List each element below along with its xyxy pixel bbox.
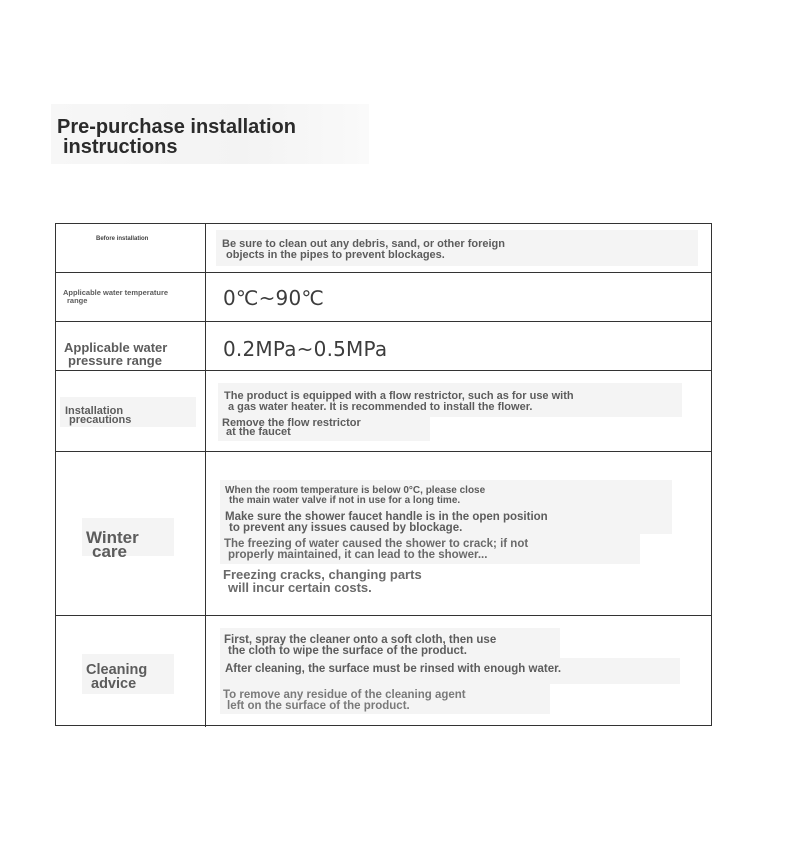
- label-cell: [56, 452, 206, 615]
- pressure-range-value: 0.2MPa~0.5MPa: [223, 337, 388, 361]
- label-cell: [56, 616, 206, 727]
- page-title: [51, 104, 369, 164]
- value-cell: [206, 273, 711, 321]
- row-label-line-2: advice: [91, 676, 137, 692]
- text-line: at the faucet: [226, 426, 291, 438]
- text-line: objects in the pipes to prevent blockages.: [226, 249, 445, 261]
- table-row-water-temperature: [56, 273, 711, 322]
- text-line: properly maintained, it can lead to the shower...: [228, 549, 488, 561]
- temperature-range-value: 0℃~90℃: [223, 286, 325, 310]
- text-line: To remove any residue of the cleaning agent: [223, 689, 466, 701]
- instructions-table: [55, 223, 712, 726]
- page-title-line-1: Pre-purchase installation: [57, 116, 296, 138]
- text-line: Make sure the shower faucet handle is in the open position: [225, 511, 548, 523]
- table-row-water-pressure: [56, 322, 711, 371]
- text-line: Remove the flow restrictor: [222, 417, 361, 429]
- text-line: Be sure to clean out any debris, sand, or other foreign: [222, 238, 505, 250]
- text-line: First, spray the cleaner onto a soft cloth, then use: [224, 634, 497, 646]
- value-cell: [206, 371, 711, 451]
- value-cell: [206, 452, 711, 615]
- label-cell: [56, 273, 206, 321]
- text-line: The product is equipped with a flow restrictor, such as for use with: [224, 390, 574, 402]
- table-row-installation-precautions: [56, 371, 711, 452]
- text-line: to prevent any issues caused by blockage.: [229, 522, 463, 534]
- label-cell: [56, 371, 206, 451]
- text-line: When the room temperature is below 0°C, please close: [225, 485, 486, 496]
- row-label-line-1: Cleaning: [86, 662, 148, 678]
- label-cell: [56, 224, 206, 272]
- label-cell: [56, 322, 206, 370]
- value-cell: [206, 224, 711, 272]
- text-line: will incur certain costs.: [228, 580, 372, 595]
- row-label: Before installation: [96, 236, 149, 242]
- text-line: the main water valve if not in use for a long time.: [229, 495, 461, 506]
- text-line: left on the surface of the product.: [227, 700, 410, 712]
- row-label-line-2: precautions: [69, 414, 132, 426]
- page-title-line-2: instructions: [63, 136, 178, 158]
- row-label-line-1: Installation: [65, 405, 124, 417]
- value-cell: [206, 322, 711, 370]
- text-line: Freezing cracks, changing parts: [223, 567, 422, 582]
- value-cell: [206, 616, 711, 727]
- text-line: The freezing of water caused the shower to crack; if not: [224, 538, 529, 550]
- row-label-line-1: Applicable water temperature: [63, 288, 169, 297]
- text-line: After cleaning, the surface must be rinsed with enough water.: [225, 663, 562, 675]
- text-line: the cloth to wipe the surface of the product.: [228, 645, 467, 657]
- table-row-winter-care: [56, 452, 711, 616]
- row-label-line-1: Winter: [86, 528, 139, 547]
- row-label-line-1: Applicable water: [64, 340, 168, 355]
- text-line: a gas water heater. It is recommended to install the flower.: [228, 401, 533, 413]
- table-row-cleaning-advice: [56, 616, 711, 727]
- row-label-line-2: pressure range: [68, 353, 162, 368]
- row-label-line-2: range: [67, 296, 88, 305]
- table-row-before-installation: [56, 224, 711, 273]
- row-label-line-2: care: [92, 542, 127, 561]
